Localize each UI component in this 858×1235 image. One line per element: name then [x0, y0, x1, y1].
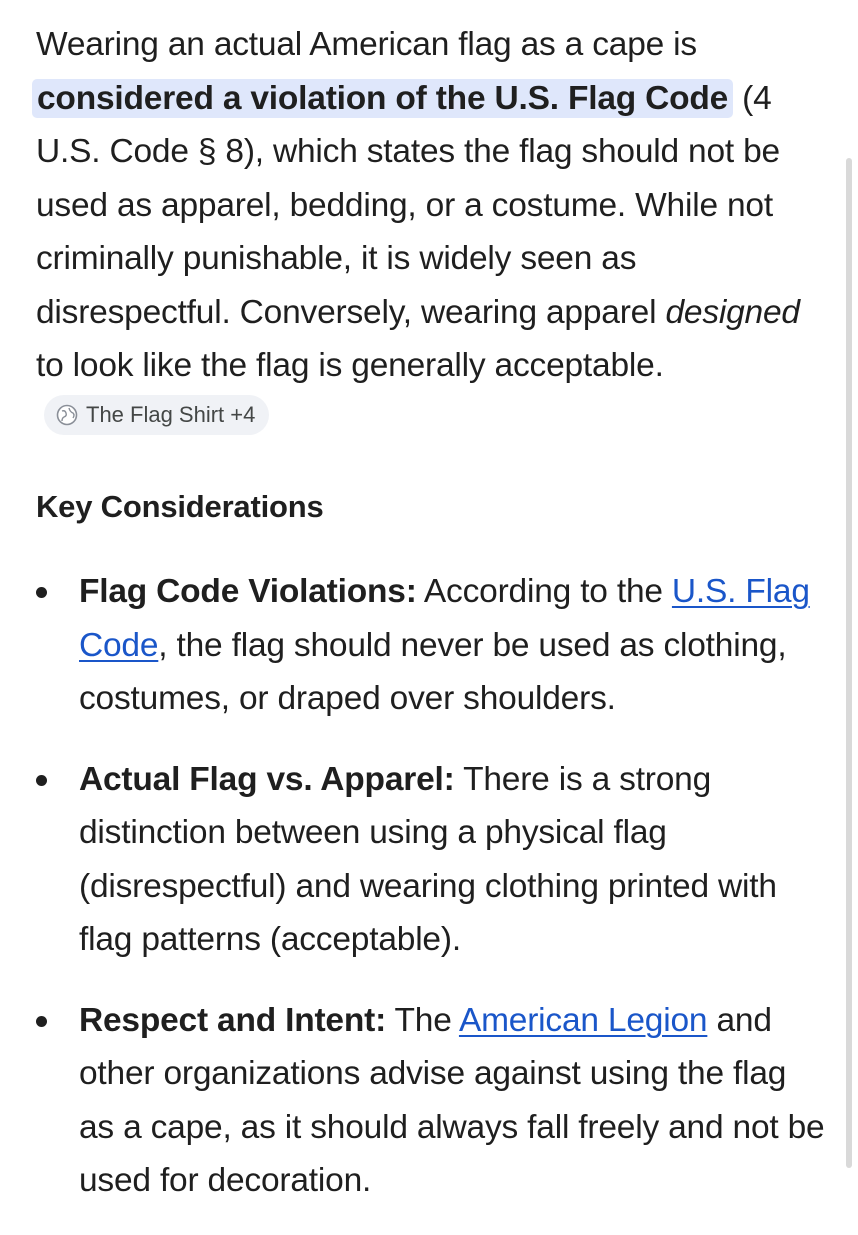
list-item — [36, 753, 826, 967]
section-heading: Key Considerations — [36, 489, 324, 524]
point-term: Actual Flag vs. Apparel: — [79, 760, 455, 798]
bullet-icon — [36, 587, 47, 598]
intro-text-middle: (4 U.S. Code § 8), which states the flag should not be used as apparel, bedding, or a costume. While not criminally punishable, it is widely seen as disrespectful. Conversely, wearing apparel — [36, 79, 780, 331]
bullet-icon — [36, 1016, 47, 1027]
point-text: , the flag should never be used as clothing, costumes, or draped over shoulders. — [79, 626, 787, 717]
citation-label: The Flag Shirt +4 — [86, 401, 256, 427]
intro-paragraph — [36, 18, 826, 446]
point-term: Flag Code Violations: — [79, 573, 417, 610]
point-text: and other organizations advise against using the flag as a cape, as it should always fall freely and not be used for decoration. — [79, 1001, 825, 1199]
considerations-list — [36, 565, 826, 1208]
scrollbar[interactable] — [846, 158, 852, 1168]
list-item — [36, 994, 826, 1208]
emphasized-word: designed — [665, 293, 800, 331]
bullet-icon — [36, 775, 47, 786]
point-text: There is a strong distinction between using a physical flag (disrespectful) and wearing clothing printed with flag patterns (acceptable). — [79, 760, 777, 958]
us-flag-code-link[interactable]: U.S. Flag Code — [79, 573, 810, 664]
citation-chip[interactable] — [44, 395, 269, 435]
response-content — [36, 18, 826, 1235]
point-term: Respect and Intent: — [79, 1001, 387, 1039]
american-legion-link[interactable]: American Legion — [458, 1001, 708, 1039]
point-text: According to the — [416, 573, 672, 610]
globe-icon — [56, 404, 78, 426]
intro-text-start: Wearing an actual American flag as a cape is — [36, 26, 697, 63]
intro-text-end: to look like the flag is generally acceptable. — [36, 347, 664, 384]
highlighted-claim[interactable]: considered a violation of the U.S. Flag Code — [32, 79, 733, 118]
point-text: The — [386, 1001, 459, 1039]
list-item — [36, 565, 826, 726]
